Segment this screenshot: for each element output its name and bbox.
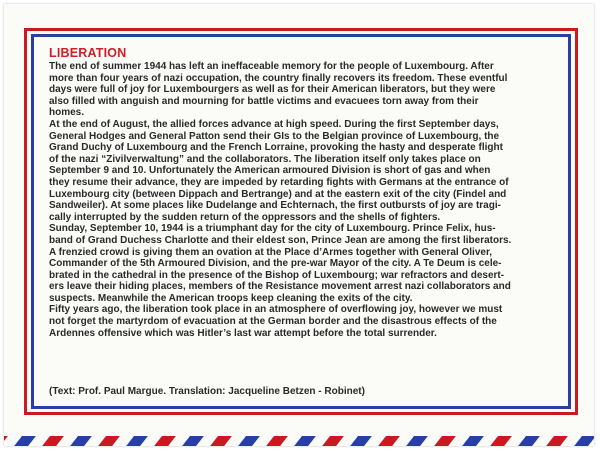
- paragraph-2: At the end of August, the allied forces advance at high speed. During the first September days, General Hodges and General Patton send their GIs to the Belgian province of Luxembourg, the Grand Duchy of Luxembourg and the French Lorraine, provoking the hasty and desperate flight of the nazi “Zivilverwaltung” and the collaborators. The liberation itself only takes place on September 9 and 10. Unfortunately the American armoured Division is short of gas and when they resume their advance, they are impeded by retarding fights with Germans at the entrance of Luxembourg city (between Dippach and Bertrange) and at the eastern exit of the city (Findel and Sandweiler). At some places like Dudelange and Echternach, the first outbursts of joy are tragi- cally interrupted by the sudden return of the oppressors and the shells of fighters.: [49, 118, 509, 223]
- article-body: [49, 46, 559, 339]
- article-heading: LIBERATION: [49, 46, 127, 60]
- paragraph-4: Fifty years ago, the liberation took place in an atmosphere of overflowing joy, however we must not forget the martyrdom of evacuation at the German border and the disastrous effects of the Ardennes offensive which was Hitler’s last war attempt before the total surrender.: [49, 304, 503, 339]
- paragraph-3: Sunday, September 10, 1944 is a triumphant day for the city of Luxembourg. Prince Felix, hus- band of Grand Duchess Charlotte and their eldest son, Prince Jean are among the first liberators. A frenzied crowd is giving them an ovation at the Place d’Armes together with General Oliver, Commander of the 5th Armoured Division, and the pre-war Mayor of the city. A Te Deum is cele- brated in the cathedral in the presence of the Bishop of Luxembourg; war refractors and desert- ers leave their hiding places, members of the Resistance movement arrest nazi collaborators and suspects. Meanwhile the American troops keep cleaning the exits of the city.: [49, 223, 512, 304]
- paragraph-1: The end of summer 1944 has left an ineffaceable memory for the people of Luxembourg. After more than four years of nazi occupation, the country finally recovers its freedom. These eventful days were full of joy for Luxembourgers as well as for their American liberators, but they were also filled with anguish and mourning for battle victims and evacuees torn away from their homes.: [49, 61, 508, 119]
- text-credit: (Text: Prof. Paul Margue. Translation: Jacqueline Betzen - Robinet): [49, 386, 365, 397]
- document-card: [4, 4, 594, 446]
- airmail-stripe-edge: [4, 436, 594, 446]
